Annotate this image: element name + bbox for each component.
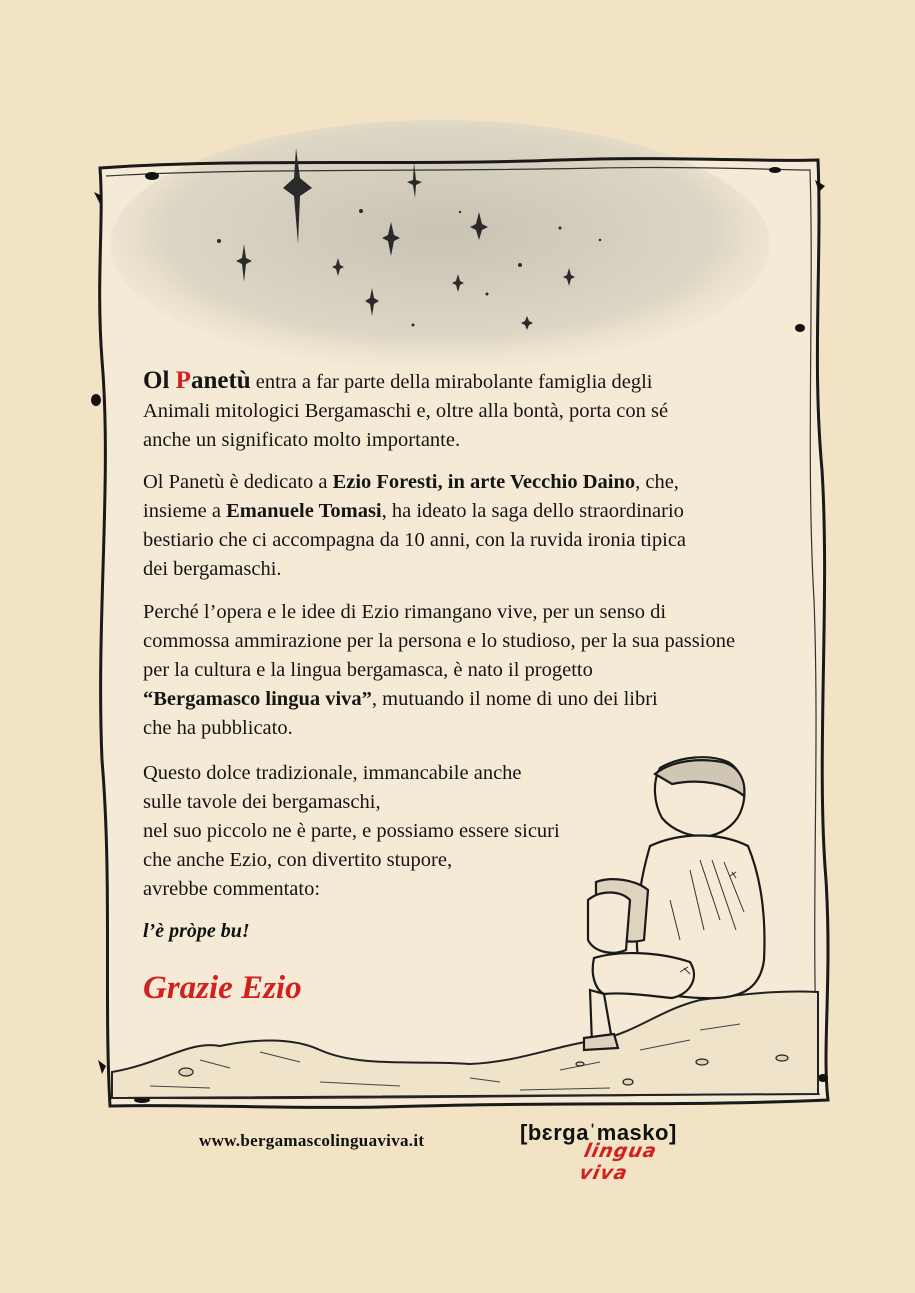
thanks-heading: Grazie Ezio bbox=[143, 970, 302, 1006]
dedication-text: dei bergamaschi. bbox=[143, 558, 282, 580]
intro-paragraph bbox=[143, 366, 823, 455]
closing-text: Questo dolce tradizionale, immancabile anche bbox=[143, 762, 522, 784]
title-prefix: Ol bbox=[143, 367, 176, 394]
title-red-letter: P bbox=[175, 367, 191, 394]
project-text: che ha pubblicato. bbox=[143, 717, 293, 739]
project-text: commossa ammirazione per la persona e lo studioso, per la sua passione bbox=[143, 630, 736, 652]
dialect-quote: l’è pròpe bu! bbox=[143, 920, 250, 942]
dedication-text: , che, bbox=[635, 471, 679, 493]
dedication-paragraph bbox=[143, 468, 823, 584]
closing-text: avrebbe commentato: bbox=[143, 878, 321, 900]
closing-text: sulle tavole dei bergamaschi, bbox=[143, 791, 381, 813]
dedication-name-emanuele: Emanuele Tomasi bbox=[226, 500, 382, 522]
dedication-text: insieme a bbox=[143, 500, 227, 522]
project-paragraph bbox=[143, 598, 823, 743]
intro-line-3: anche un significato molto importante. bbox=[143, 429, 461, 451]
closing-text: che anche Ezio, con divertito stupore, bbox=[143, 849, 453, 871]
project-name: “Bergamasco lingua viva” bbox=[143, 688, 372, 710]
dedication-text: Ol Panetù è dedicato a bbox=[143, 471, 333, 493]
intro-title bbox=[143, 367, 251, 394]
dedication-text: , ha ideato la saga dello straordinario bbox=[381, 500, 684, 522]
project-text: , mutuando il nome di uno dei libri bbox=[371, 688, 658, 710]
logo-wordmark: [bɛrgaˈmasko] bbox=[520, 1120, 677, 1145]
intro-line-2: Animali mitologici Bergamaschi e, oltre alla bontà, porta con sé bbox=[143, 400, 669, 422]
dedication-text: bestiario che ci accompagna da 10 anni, con la ruvida ironia tipica bbox=[143, 529, 687, 551]
project-text: Perché l’opera e le idee di Ezio rimangano vive, per un senso di bbox=[143, 601, 667, 623]
title-rest: anetù bbox=[190, 367, 251, 394]
dedication-name-ezio: Ezio Foresti, in arte Vecchio Daino bbox=[332, 471, 636, 493]
website-link[interactable]: www.bergamascolinguaviva.it bbox=[199, 1131, 425, 1150]
brand-logo bbox=[520, 1120, 710, 1184]
logo-tagline: lingua viva bbox=[577, 1140, 660, 1184]
closing-paragraph bbox=[143, 759, 823, 904]
closing-text: nel suo piccolo ne è parte, e possiamo essere sicuri bbox=[143, 820, 560, 842]
intro-line-1: entra a far parte della mirabolante famiglia degli bbox=[250, 371, 653, 393]
project-text: per la cultura e la lingua bergamasca, è nato il progetto bbox=[143, 659, 593, 681]
